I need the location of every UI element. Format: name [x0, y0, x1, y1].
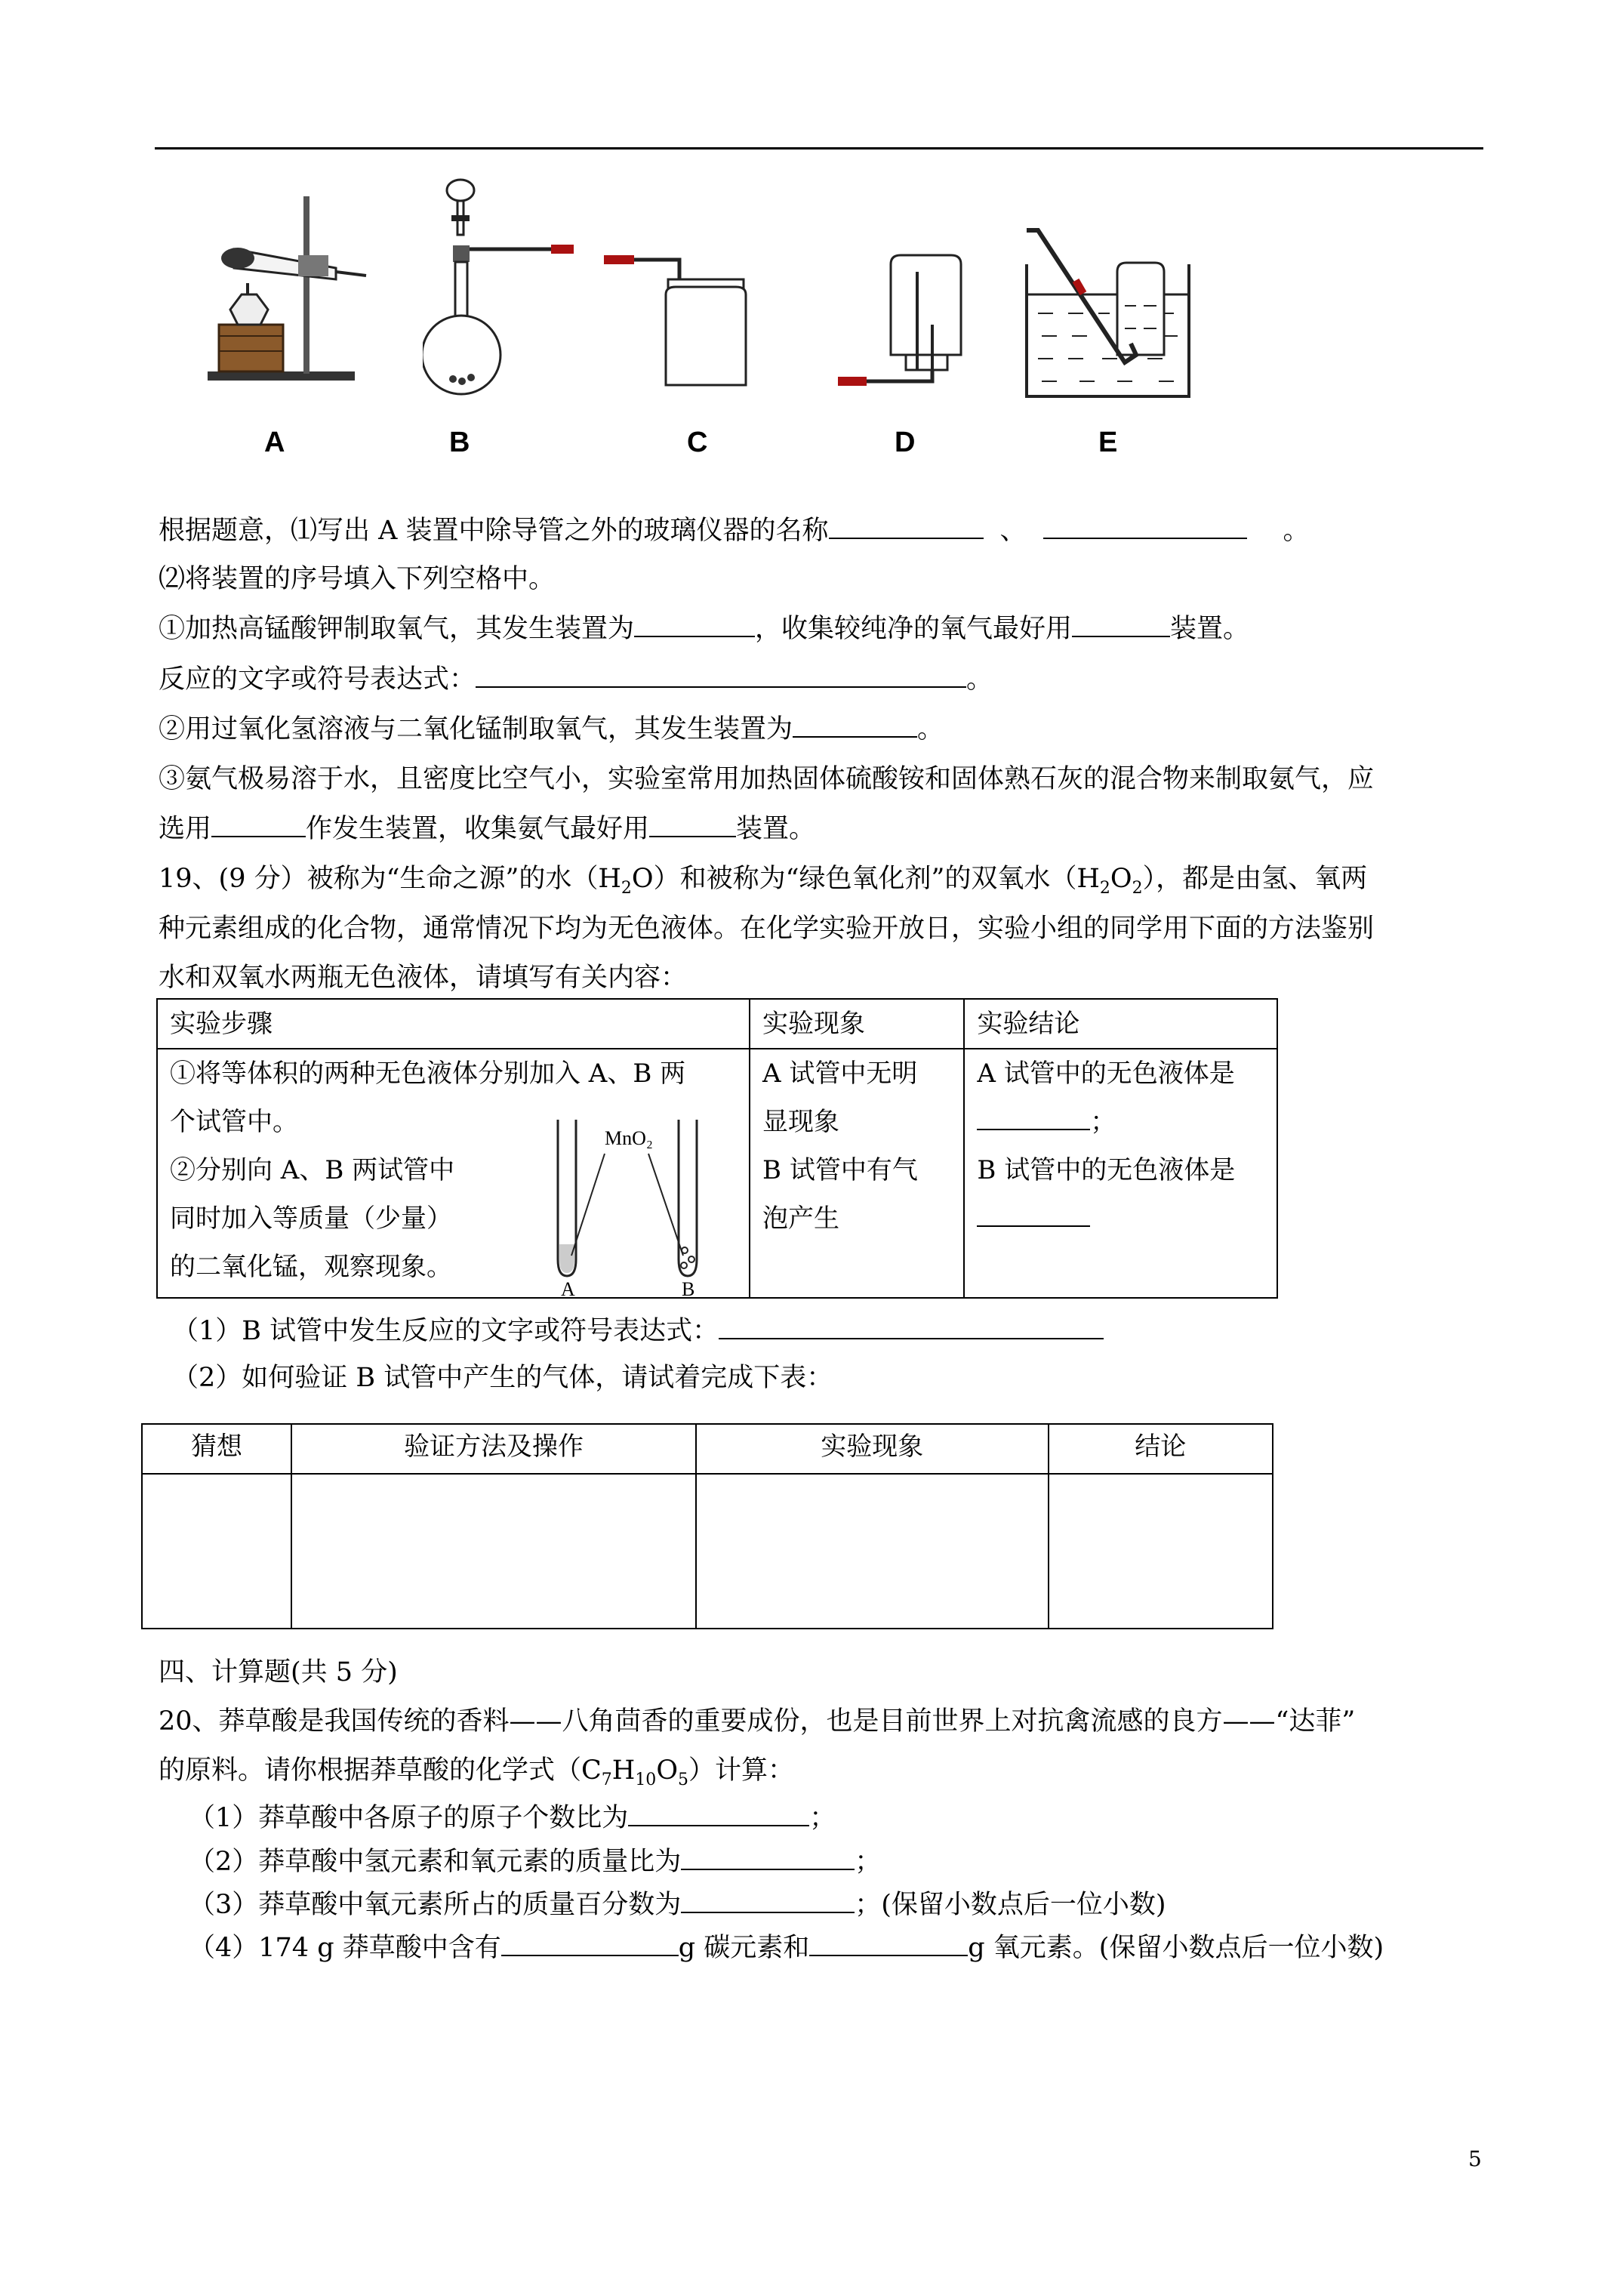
figure-label-d: D: [895, 427, 916, 458]
step-cell: ①将等体积的两种无色液体分别加入 A、B 两 个试管中。 ②分别向 A、B 两试管中 同时加入等质量（少量） 的二氧化锰，观察现象。 MnO₂ A B: [157, 1049, 750, 1298]
q18-part2: ⑵将装置的序号填入下列空格中。: [159, 564, 556, 594]
conclusion-cell: A 试管中的无色液体是 ； B 试管中的无色液体是: [964, 1049, 1277, 1298]
answer-blank[interactable]: [1072, 612, 1170, 637]
mno2-label: MnO₂: [605, 1127, 653, 1149]
answer-blank[interactable]: [628, 1801, 809, 1826]
figure-label-a: A: [264, 427, 285, 458]
table-header: 结论: [1049, 1424, 1273, 1474]
apparatus-a-image: [204, 174, 370, 393]
phenomenon-cell: A 试管中无明 显现象 B 试管中有气 泡产生: [750, 1049, 964, 1298]
figure-label-e: E: [1098, 427, 1118, 458]
table-header: 实验现象: [696, 1424, 1048, 1474]
q19-line2: 种元素组成的化合物，通常情况下均为无色液体。在化学实验开放日，实验小组的同学用下面的方法鉴别: [159, 914, 1375, 944]
table-header: 验证方法及操作: [291, 1424, 696, 1474]
page-number: 5: [1468, 2147, 1482, 2171]
section-4-heading: 四、计算题(共 5 分): [159, 1657, 398, 1687]
figure-label-b: B: [449, 427, 470, 458]
table-header: 实验步骤: [157, 999, 750, 1049]
q20-sub2: （2）莽草酸中氢元素和氧元素的质量比为 ；: [189, 1845, 881, 1878]
q18-expression: 反应的文字或符号表达式： 。: [159, 662, 993, 696]
q19-line1: 19、(9 分）被称为“生命之源”的水$(H_2O)$和被称为“绿色氧化剂”的双氧水$(H_2O_2)$，都是由氢、氧两: [159, 864, 1368, 898]
answer-blank[interactable]: [977, 1201, 1090, 1227]
apparatus-c-image: [596, 174, 778, 400]
q18-part1: 根据题意，⑴写出 A 装置中除导管之外的玻璃仪器的名称 、 。: [159, 513, 1310, 547]
answer-blank[interactable]: [829, 513, 984, 539]
answer-blank[interactable]: [793, 712, 917, 738]
table-header: 猜想: [142, 1424, 291, 1474]
header-rule: [155, 147, 1483, 149]
q20-line2: 的原料。请你根据莽草酸的化学式$(C_7H_{10}O_5)$计算：: [159, 1755, 795, 1789]
answer-blank[interactable]: [681, 1845, 855, 1870]
answer-blank[interactable]: [476, 662, 966, 688]
answer-blank[interactable]: [809, 1931, 968, 1956]
apparatus-e-image: [996, 174, 1208, 400]
table-cell[interactable]: [1049, 1474, 1273, 1629]
table-header: 实验结论: [964, 999, 1277, 1049]
answer-blank[interactable]: [681, 1888, 855, 1913]
answer-blank[interactable]: [719, 1314, 1104, 1339]
tube-label-a: A: [561, 1278, 575, 1297]
q20-line1: 20、莽草酸是我国传统的香料——八角茴香的重要成份，也是目前世界上对抗禽流感的良方——“达菲”: [159, 1706, 1356, 1737]
tube-label-b: B: [682, 1278, 695, 1297]
apparatus-b-image: [423, 174, 589, 400]
q20-sub1: （1）莽草酸中各原子的原子个数比为 ；: [189, 1801, 836, 1835]
table-header: 实验现象: [750, 999, 964, 1049]
answer-blank[interactable]: [1043, 513, 1247, 539]
q18-item1: ①加热高锰酸钾制取氧气，其发生装置为 ，收集较纯净的氧气最好用 装置。: [159, 612, 1249, 646]
table-cell[interactable]: [291, 1474, 696, 1629]
q19-sub2: （2）如何验证 B 试管中产生的气体，请试着完成下表：: [172, 1363, 833, 1393]
answer-blank[interactable]: [649, 812, 736, 837]
q18-item3-line2: 选用 作发生装置，收集氨气最好用 装置。: [159, 812, 815, 846]
answer-blank[interactable]: [211, 812, 306, 837]
answer-blank[interactable]: [634, 612, 755, 637]
figure-label-c: C: [687, 427, 708, 458]
q18-item2: ②用过氧化氢溶液与二氧化锰制取氧气，其发生装置为 。: [159, 712, 944, 746]
table-cell[interactable]: [142, 1474, 291, 1629]
q19-sub1: （1）B 试管中发生反应的文字或符号表达式：: [172, 1314, 1104, 1348]
q19-line3: 水和双氧水两瓶无色液体，请填写有关内容：: [159, 963, 688, 993]
answer-blank[interactable]: [501, 1931, 679, 1956]
answer-blank[interactable]: [977, 1105, 1090, 1130]
q20-sub3: （3）莽草酸中氧元素所占的质量百分数为 ；(保留小数点后一位小数): [189, 1888, 1166, 1922]
q18-item3-line1: ③氨气极易溶于水，且密度比空气小，实验室常用加热固体硫酸铵和固体熟石灰的混合物来制取氨气，应: [159, 764, 1375, 794]
q19-experiment-table: [156, 998, 1278, 1299]
q20-sub4: （4）174 g 莽草酸中含有 g 碳元素和 g 氧元素。(保留小数点后一位小数): [189, 1931, 1384, 1965]
table-cell[interactable]: [696, 1474, 1048, 1629]
q19-verification-table: [141, 1423, 1273, 1629]
test-tubes-image: [535, 1116, 731, 1297]
apparatus-d-image: [819, 174, 993, 400]
